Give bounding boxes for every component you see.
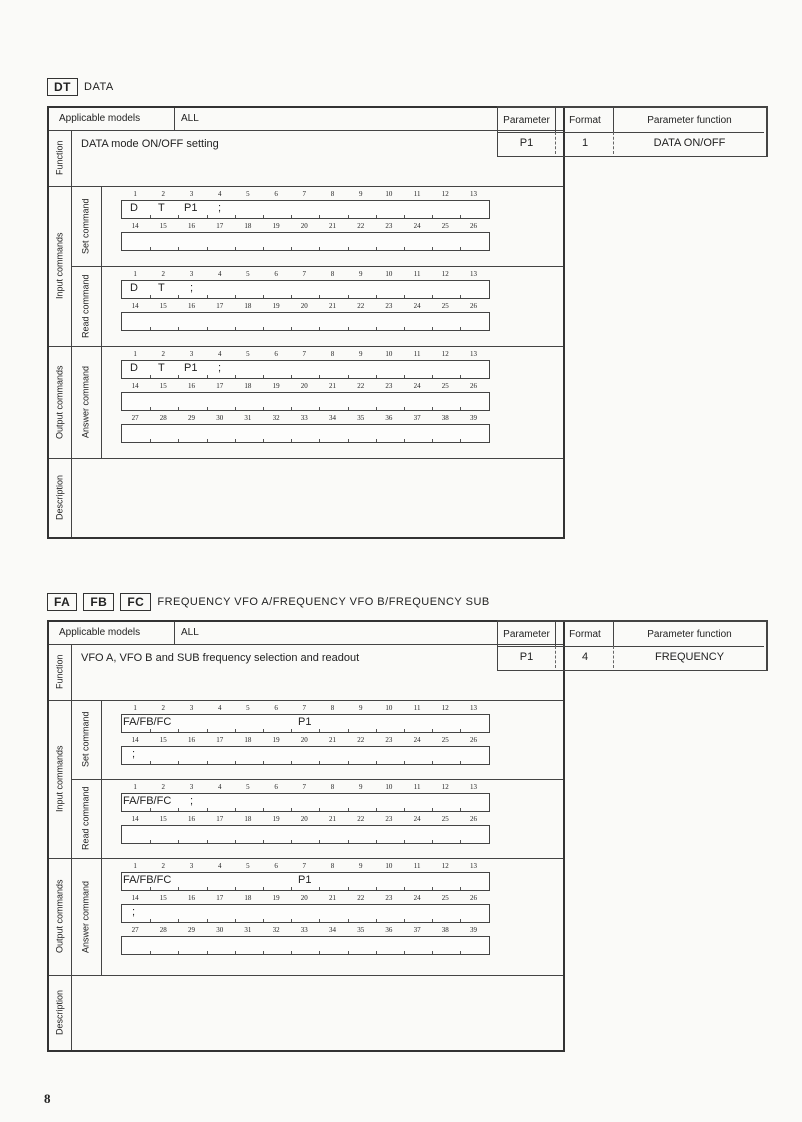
- parameter-header: Parameter: [503, 114, 550, 126]
- character-cell-row: [121, 312, 490, 331]
- parameter-header: Parameter: [503, 628, 550, 640]
- command-character: D: [130, 362, 138, 374]
- column-number: 11: [413, 270, 421, 278]
- parameter-function-header: Parameter function: [613, 108, 765, 132]
- column-number: 26: [470, 894, 477, 902]
- description-label: Description: [54, 989, 65, 1036]
- column-number: 5: [246, 862, 250, 870]
- column-number: 6: [274, 350, 278, 358]
- output-commands-label: Output commands: [54, 365, 65, 439]
- column-number: 7: [302, 270, 307, 278]
- column-number: 19: [272, 302, 280, 310]
- column-number: 5: [246, 704, 250, 712]
- parameter-function-value: FREQUENCY: [613, 646, 765, 668]
- column-number: 1: [133, 190, 137, 198]
- page-number: 8: [44, 1091, 51, 1106]
- column-number: 14: [131, 302, 139, 310]
- column-number: 9: [358, 704, 363, 712]
- column-number: 24: [413, 382, 421, 390]
- column-number: 14: [131, 815, 139, 823]
- column-number: 27: [131, 926, 139, 934]
- command-character: P1: [184, 362, 198, 374]
- column-number: 21: [329, 736, 336, 744]
- column-number: 21: [329, 222, 336, 230]
- column-number: 24: [413, 894, 421, 902]
- command-code-badge: FA: [47, 593, 77, 611]
- column-number: 2: [161, 350, 166, 358]
- column-number: 30: [216, 926, 224, 934]
- command-character: ;: [132, 748, 136, 760]
- column-number: 24: [413, 302, 421, 310]
- column-number: 12: [441, 704, 449, 712]
- column-number: 1: [133, 862, 137, 870]
- function-text: DATA mode ON/OFF setting: [81, 138, 219, 150]
- command-character: ;: [218, 362, 222, 374]
- column-number: 28: [159, 414, 167, 422]
- column-number: 16: [188, 302, 195, 310]
- character-cell-row: [121, 872, 490, 891]
- column-number: 15: [159, 222, 167, 230]
- column-number: 12: [441, 190, 449, 198]
- column-number: 22: [357, 894, 365, 902]
- column-number: 25: [441, 382, 449, 390]
- column-number: 13: [470, 350, 477, 358]
- section-title: DATA: [84, 81, 114, 93]
- column-number: 13: [470, 270, 477, 278]
- column-number: 24: [413, 736, 421, 744]
- column-number: 26: [470, 736, 477, 744]
- column-number: 34: [329, 414, 336, 422]
- column-number: 1: [133, 783, 137, 791]
- section-title: FREQUENCY VFO A/FREQUENCY VFO B/FREQUENCY SUB: [157, 596, 490, 608]
- column-number: 3: [189, 270, 194, 278]
- column-number: 9: [358, 862, 363, 870]
- column-number: 4: [217, 270, 222, 278]
- column-number: 25: [441, 815, 449, 823]
- command-character: ;: [190, 795, 194, 807]
- input-commands-label: Input commands: [54, 232, 65, 300]
- column-number: 22: [357, 815, 365, 823]
- applicable-models-value: ALL: [181, 113, 199, 124]
- read-command-label: Read command: [80, 274, 91, 338]
- column-number: 39: [470, 926, 477, 934]
- column-number: 20: [300, 302, 308, 310]
- character-cell-row: [121, 904, 490, 923]
- set-command-label: Set command: [80, 711, 91, 768]
- command-character: ;: [132, 906, 136, 918]
- command-character: D: [130, 202, 138, 214]
- column-number: 9: [358, 783, 363, 791]
- column-number: 25: [441, 302, 449, 310]
- column-number: 13: [470, 783, 477, 791]
- character-cell-row: [121, 746, 490, 765]
- column-number: 23: [385, 302, 393, 310]
- fa-fb-fc-command-panel: [47, 620, 565, 1052]
- column-number: 6: [274, 862, 278, 870]
- column-number: 20: [300, 736, 308, 744]
- column-number: 23: [385, 736, 393, 744]
- column-number: 30: [216, 414, 224, 422]
- column-number: 10: [385, 350, 393, 358]
- column-number: 21: [329, 894, 336, 902]
- column-number: 9: [358, 190, 363, 198]
- column-number: 20: [300, 815, 308, 823]
- column-number: 31: [244, 926, 252, 934]
- command-code-badge: FB: [83, 593, 114, 611]
- column-number: 17: [216, 815, 224, 823]
- column-number: 36: [385, 926, 393, 934]
- column-number: 26: [470, 302, 477, 310]
- read-command-label: Read command: [80, 786, 91, 851]
- column-number: 19: [272, 894, 280, 902]
- column-number: 19: [272, 815, 280, 823]
- command-character: P1: [298, 874, 312, 886]
- column-number: 1: [133, 704, 137, 712]
- column-number: 17: [216, 382, 224, 390]
- column-number: 10: [385, 783, 393, 791]
- column-number: 2: [161, 862, 166, 870]
- column-number: 18: [244, 222, 252, 230]
- column-number: 18: [244, 736, 252, 744]
- column-number: 18: [244, 815, 252, 823]
- column-number: 14: [131, 894, 139, 902]
- column-number: 38: [441, 414, 449, 422]
- parameter-function-value: DATA ON/OFF: [613, 132, 765, 154]
- format-value: 4: [555, 646, 614, 668]
- dt-command-panel: [47, 106, 565, 539]
- column-number: 33: [300, 926, 308, 934]
- command-code-badge: DT: [47, 78, 78, 96]
- answer-command-label: Answer command: [80, 880, 91, 953]
- column-number: 1: [133, 270, 137, 278]
- column-number: 22: [357, 302, 365, 310]
- command-character: D: [130, 282, 138, 294]
- command-character: T: [158, 202, 165, 214]
- column-number: 5: [246, 783, 250, 791]
- column-number: 21: [329, 302, 336, 310]
- column-number: 5: [246, 270, 250, 278]
- column-number: 22: [357, 736, 365, 744]
- format-header: Format: [555, 622, 614, 646]
- column-number: 11: [413, 783, 421, 791]
- column-number: 4: [217, 783, 222, 791]
- function-label: Function: [54, 654, 65, 690]
- column-number: 4: [217, 190, 222, 198]
- parameter-value: P1: [519, 651, 534, 663]
- column-number: 31: [244, 414, 252, 422]
- fa-fb-fc-parameter-table: [497, 620, 768, 671]
- column-number: 2: [161, 190, 166, 198]
- column-number: 8: [330, 704, 335, 712]
- column-number: 12: [441, 350, 449, 358]
- column-number: 16: [188, 222, 195, 230]
- parameter-value: P1: [519, 137, 534, 149]
- column-number: 8: [330, 350, 335, 358]
- column-number: 14: [131, 222, 139, 230]
- column-number: 25: [441, 894, 449, 902]
- column-number: 14: [131, 382, 139, 390]
- column-number: 32: [272, 414, 280, 422]
- input-commands-label: Input commands: [54, 745, 65, 813]
- command-character: FA/FB/FC: [123, 874, 172, 886]
- column-number: 23: [385, 222, 393, 230]
- column-number: 24: [413, 222, 421, 230]
- column-number: 23: [385, 382, 393, 390]
- column-number: 12: [441, 862, 449, 870]
- applicable-models-label: Applicable models: [59, 627, 141, 638]
- column-number: 8: [330, 270, 335, 278]
- column-number: 19: [272, 222, 280, 230]
- column-number: 16: [188, 894, 195, 902]
- column-number: 6: [274, 190, 278, 198]
- column-number: 9: [358, 270, 363, 278]
- column-number: 10: [385, 190, 393, 198]
- character-cell-row: [121, 200, 490, 219]
- column-number: 9: [358, 350, 363, 358]
- column-number: 6: [274, 783, 278, 791]
- column-number: 2: [161, 783, 166, 791]
- applicable-models-label: Applicable models: [59, 113, 141, 124]
- column-number: 26: [470, 222, 477, 230]
- parameter-function-header: Parameter function: [613, 622, 765, 646]
- column-number: 10: [385, 270, 393, 278]
- column-number: 13: [470, 862, 477, 870]
- column-number: 36: [385, 414, 393, 422]
- column-number: 21: [329, 382, 336, 390]
- command-character: T: [158, 282, 165, 294]
- command-character: P1: [184, 202, 198, 214]
- function-label: Function: [54, 140, 65, 176]
- column-number: 19: [272, 736, 280, 744]
- column-number: 22: [357, 382, 365, 390]
- column-number: 18: [244, 894, 252, 902]
- column-number: 24: [413, 815, 421, 823]
- column-number: 37: [413, 414, 421, 422]
- column-number: 21: [329, 815, 336, 823]
- section-header-dt: [47, 78, 114, 96]
- column-number: 20: [300, 894, 308, 902]
- column-number: 1: [133, 350, 137, 358]
- answer-command-label: Answer command: [80, 365, 91, 439]
- column-number: 5: [246, 190, 250, 198]
- column-number: 8: [330, 783, 335, 791]
- column-number: 29: [188, 414, 195, 422]
- column-number: 27: [131, 414, 139, 422]
- column-number: 3: [189, 783, 194, 791]
- function-text: VFO A, VFO B and SUB frequency selection and readout: [81, 652, 360, 664]
- column-number: 13: [470, 704, 477, 712]
- column-number: 11: [413, 862, 421, 870]
- character-cell-row: [121, 280, 490, 299]
- column-number: 39: [470, 414, 477, 422]
- character-cell-row: [121, 936, 490, 955]
- column-number: 15: [159, 302, 167, 310]
- column-number: 15: [159, 894, 167, 902]
- column-number: 7: [302, 190, 307, 198]
- dt-parameter-table: [497, 106, 768, 157]
- column-number: 33: [300, 414, 308, 422]
- column-number: 11: [413, 704, 421, 712]
- character-cell-row: [121, 424, 490, 443]
- column-number: 6: [274, 704, 278, 712]
- section-header-fa-fb-fc: [47, 593, 490, 611]
- command-character: P1: [298, 716, 312, 728]
- column-number: 8: [330, 862, 335, 870]
- column-number: 7: [302, 704, 307, 712]
- column-number: 37: [413, 926, 421, 934]
- column-number: 18: [244, 382, 252, 390]
- column-number: 2: [161, 704, 166, 712]
- output-commands-label: Output commands: [54, 879, 65, 954]
- column-number: 16: [188, 382, 195, 390]
- command-code-badge: FC: [120, 593, 151, 611]
- column-number: 4: [217, 350, 222, 358]
- column-number: 3: [189, 350, 194, 358]
- column-number: 26: [470, 815, 477, 823]
- column-number: 5: [246, 350, 250, 358]
- column-number: 17: [216, 894, 224, 902]
- column-number: 2: [161, 270, 166, 278]
- format-value: 1: [555, 132, 614, 154]
- character-cell-row: [121, 392, 490, 411]
- column-number: 7: [302, 862, 307, 870]
- column-number: 6: [274, 270, 278, 278]
- character-cell-row: [121, 825, 490, 844]
- column-number: 35: [357, 926, 365, 934]
- column-number: 13: [470, 190, 477, 198]
- applicable-models-value: ALL: [181, 627, 199, 638]
- column-number: 17: [216, 736, 224, 744]
- command-character: FA/FB/FC: [123, 795, 172, 807]
- column-number: 10: [385, 704, 393, 712]
- character-cell-row: [121, 793, 490, 812]
- column-number: 15: [159, 382, 167, 390]
- column-number: 7: [302, 783, 307, 791]
- column-number: 16: [188, 736, 195, 744]
- column-number: 11: [413, 190, 421, 198]
- column-number: 4: [217, 704, 222, 712]
- command-character: FA/FB/FC: [123, 716, 172, 728]
- column-number: 12: [441, 270, 449, 278]
- column-number: 25: [441, 736, 449, 744]
- column-number: 23: [385, 894, 393, 902]
- column-number: 11: [413, 350, 421, 358]
- column-number: 20: [300, 382, 308, 390]
- column-number: 3: [189, 862, 194, 870]
- column-number: 10: [385, 862, 393, 870]
- column-number: 17: [216, 222, 224, 230]
- column-number: 8: [330, 190, 335, 198]
- column-number: 26: [470, 382, 477, 390]
- column-number: 38: [441, 926, 449, 934]
- column-number: 19: [272, 382, 280, 390]
- character-cell-row: [121, 714, 490, 733]
- column-number: 32: [272, 926, 280, 934]
- command-character: ;: [190, 282, 194, 294]
- column-number: 17: [216, 302, 224, 310]
- column-number: 14: [131, 736, 139, 744]
- column-number: 20: [300, 222, 308, 230]
- column-number: 28: [159, 926, 167, 934]
- column-number: 35: [357, 414, 365, 422]
- column-number: 22: [357, 222, 365, 230]
- column-number: 18: [244, 302, 252, 310]
- column-number: 3: [189, 190, 194, 198]
- format-header: Format: [555, 108, 614, 132]
- column-number: 15: [159, 815, 167, 823]
- column-number: 4: [217, 862, 222, 870]
- column-number: 34: [329, 926, 336, 934]
- column-number: 3: [189, 704, 194, 712]
- description-label: Description: [54, 474, 65, 521]
- column-number: 16: [188, 815, 195, 823]
- command-character: ;: [218, 202, 222, 214]
- column-number: 25: [441, 222, 449, 230]
- set-command-label: Set command: [80, 198, 91, 254]
- column-number: 29: [188, 926, 195, 934]
- command-character: T: [158, 362, 165, 374]
- character-cell-row: [121, 360, 490, 379]
- column-number: 15: [159, 736, 167, 744]
- column-number: 12: [441, 783, 449, 791]
- column-number: 23: [385, 815, 393, 823]
- character-cell-row: [121, 232, 490, 251]
- column-number: 7: [302, 350, 307, 358]
